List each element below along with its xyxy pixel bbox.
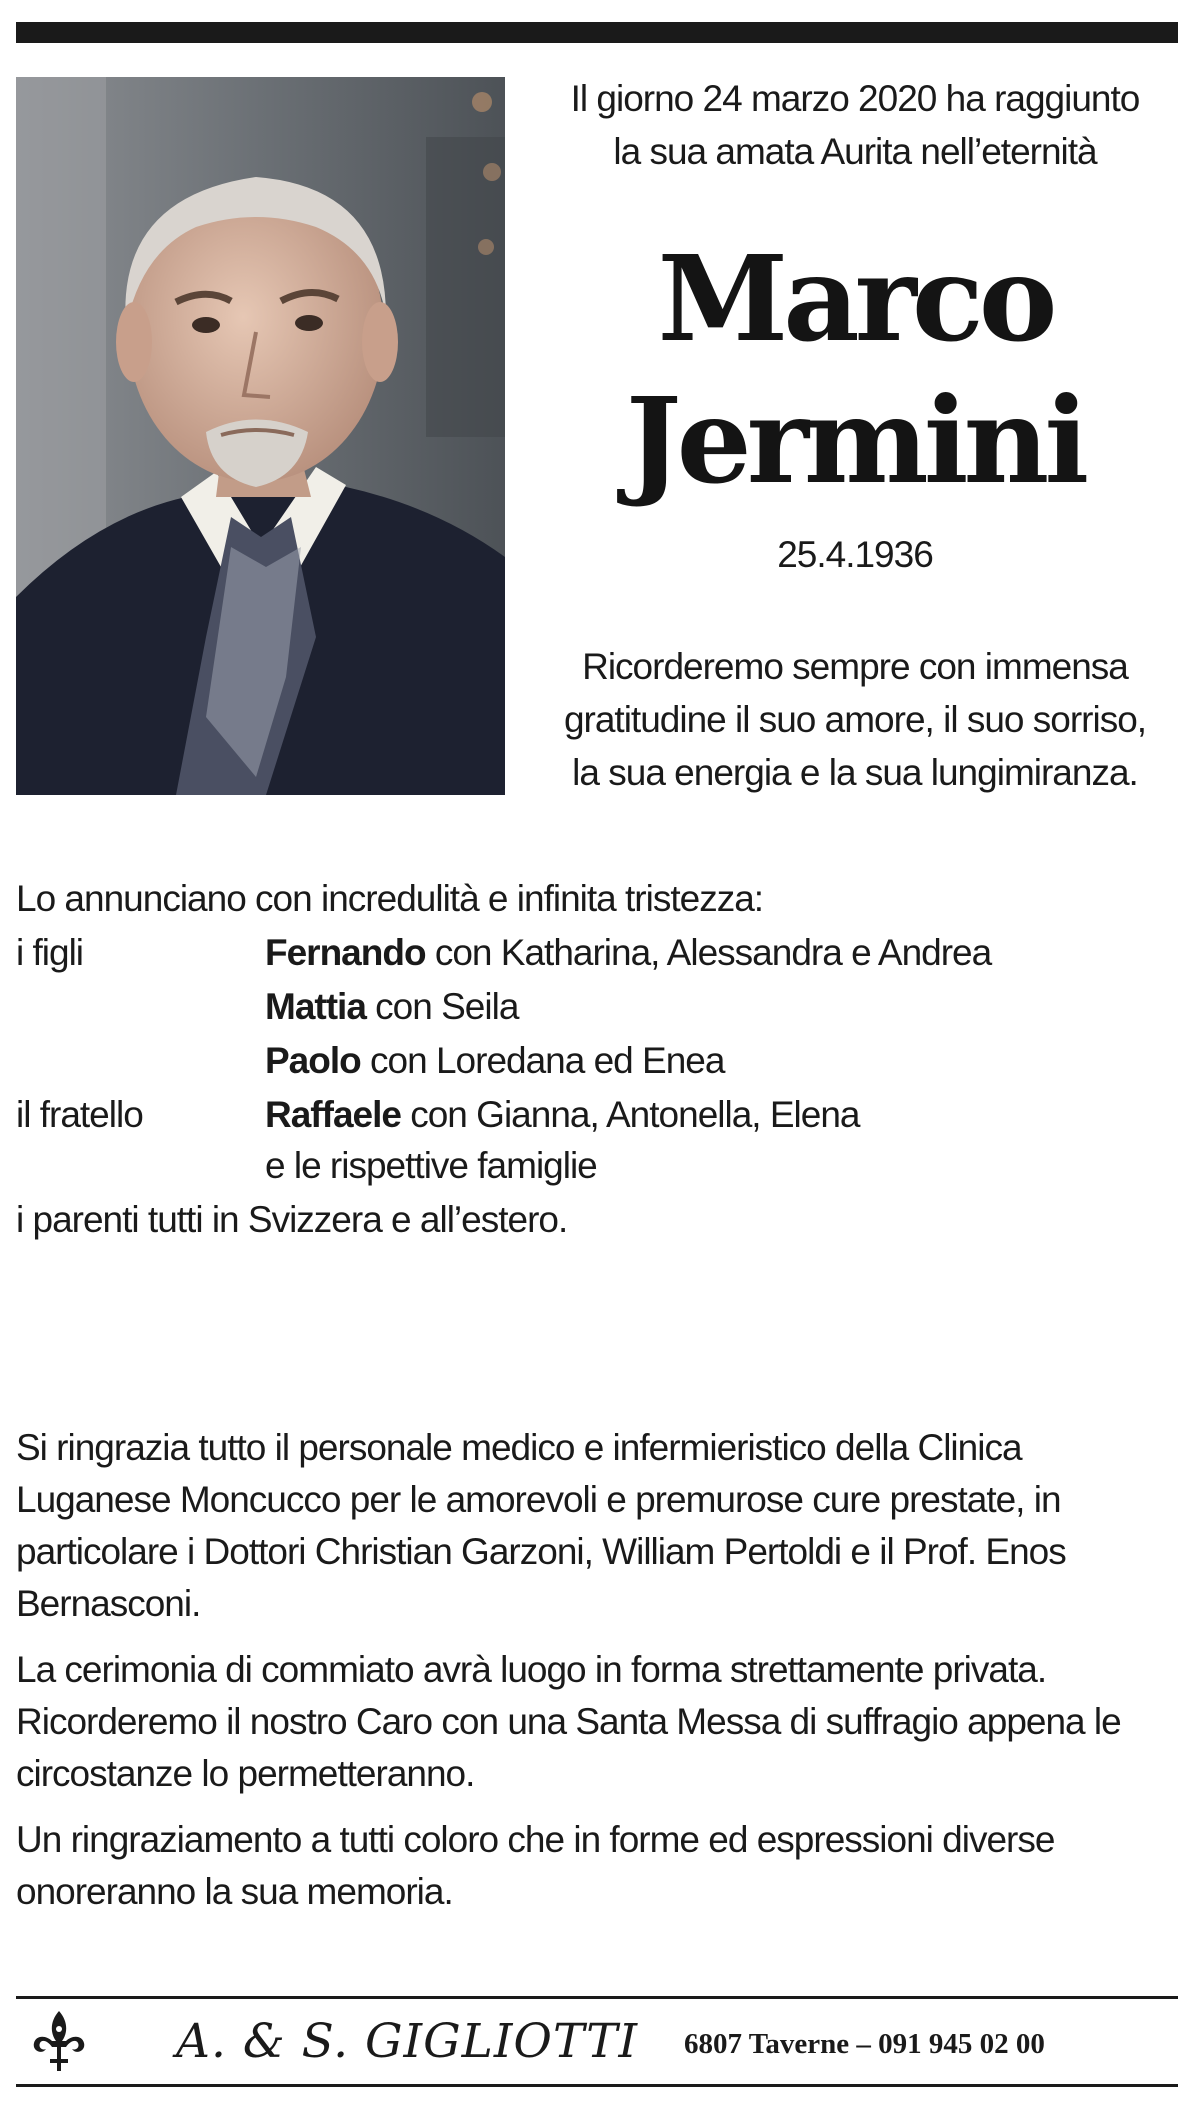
family-announcement: [16, 872, 1176, 1247]
family-row-fernando: [16, 926, 1176, 980]
family-row-mattia: [16, 980, 1176, 1034]
tribute-text: [530, 640, 1180, 799]
top-rule: [16, 22, 1178, 43]
tribute-line: la sua energia e la sua lungimiranza.: [572, 752, 1138, 793]
thanks-paragraph: Si ringrazia tutto il personale medico e infermieristico della Clinica Luganese Moncucco per le amorevoli e premurose cure prestate, in particolare i Dottori Christian Garzoni, William Pertoldi e il Prof. Enos Bernasconi.: [16, 1427, 1066, 1624]
tribute-line: gratitudine il suo amore, il suo sorriso,: [563, 699, 1147, 740]
footer-bottom-rule: [16, 2084, 1178, 2087]
family-member-name: Mattia: [265, 986, 366, 1027]
birth-date: 25.4.1936: [777, 534, 933, 575]
family-names: [265, 1034, 1176, 1088]
ceremony-paragraph: La cerimonia di commiato avrà luogo in forma strettamente privata. Ricorderemo il nostro Caro con una Santa Messa di suffragio appena le circostanze lo permetteranno.: [16, 1649, 1121, 1794]
gratitude-paragraph: Un ringraziamento a tutti coloro che in forme ed espressioni diverse onoreranno la sua memoria.: [16, 1819, 1055, 1912]
family-subline: e le rispettive famiglie: [265, 1145, 597, 1186]
relation-label-figli: i figli: [16, 932, 84, 973]
family-member-name: Paolo: [265, 1040, 361, 1081]
first-name: Marco: [657, 229, 1053, 368]
funeral-home-contact: 6807 Taverne – 091 945 02 00: [684, 2028, 1045, 2060]
footer-top-rule: [16, 1996, 1178, 1999]
family-member-name: Raffaele: [265, 1094, 401, 1135]
family-member-companions: con Loredana ed Enea: [360, 1040, 725, 1081]
family-row-paolo: [16, 1034, 1176, 1088]
fleur-de-lis-icon: [30, 2007, 88, 2075]
body-text: [16, 1422, 1181, 1932]
funeral-home-name: A. & S. GIGLIOTTI: [176, 2014, 639, 2069]
announcement-lead: Lo annunciano con incredulità e infinita tristezza:: [16, 878, 764, 919]
announcement-closing: i parenti tutti in Svizzera e all’estero.: [16, 1199, 568, 1240]
portrait-illustration: [16, 77, 505, 795]
family-names: [265, 1088, 1176, 1142]
intro-text: [530, 72, 1180, 178]
family-member-companions: con Gianna, Antonella, Elena: [400, 1094, 860, 1135]
family-member-companions: con Seila: [365, 986, 519, 1027]
family-row-raffaele: [16, 1088, 1176, 1193]
family-member-companions: con Katharina, Alessandra e Andrea: [425, 932, 992, 973]
intro-line: Il giorno 24 marzo 2020 ha raggiunto: [570, 78, 1140, 119]
relation-label-fratello: il fratello: [16, 1094, 143, 1135]
deceased-name: [530, 228, 1180, 512]
portrait-photo: [16, 77, 505, 795]
family-member-name: Fernando: [265, 932, 426, 973]
last-name: Jermini: [625, 371, 1085, 510]
family-names: [265, 980, 1176, 1034]
family-names: [265, 926, 1176, 980]
intro-line: la sua amata Aurita nell’eternità: [613, 131, 1097, 172]
tribute-line: Ricorderemo sempre con immensa: [582, 646, 1128, 687]
